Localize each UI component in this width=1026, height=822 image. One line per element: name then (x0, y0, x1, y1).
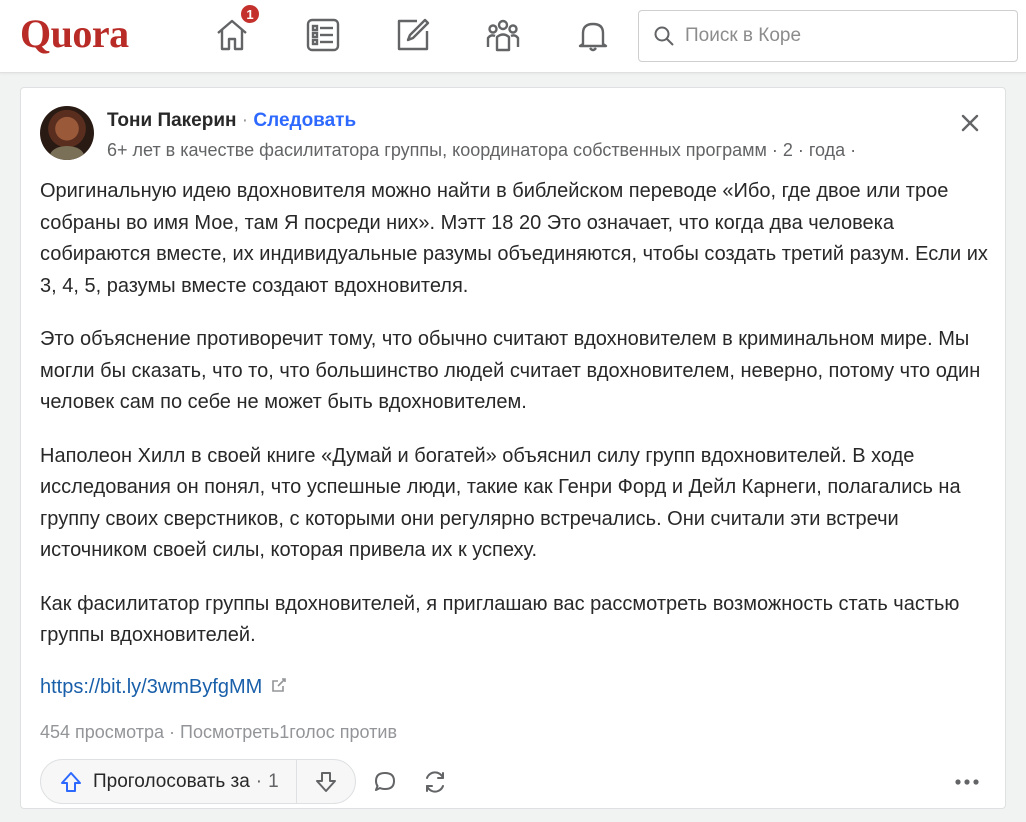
notification-badge: 1 (239, 3, 261, 25)
upvote-label: Проголосовать за (93, 770, 250, 792)
author-name[interactable]: Тони Пакерин (107, 110, 237, 131)
action-bar (40, 759, 990, 804)
quora-logo[interactable]: Quora (20, 11, 129, 56)
upvote-count-sep: · (255, 770, 263, 792)
link-row (40, 676, 288, 699)
share-icon (422, 769, 448, 795)
author-credential: 6+ лет в качестве фасилитатора группы, координатора собственных программ · 2 · года · (107, 140, 857, 160)
spaces-icon (485, 17, 521, 53)
paragraph-4: Как фасилитатор группы вдохновителей, я приглашаю вас рассмотреть возможность стать частью группы вдохновителей. (40, 592, 960, 646)
close-icon (960, 113, 980, 133)
more-icon (954, 778, 980, 786)
author-line (107, 110, 356, 132)
follow-button[interactable]: Следовать (253, 110, 357, 131)
nav-spaces[interactable] (484, 16, 522, 54)
paragraph-3: Наполеон Хилл в своей книге «Думай и богатей» объяснил силу групп вдохновителей. В ходе исследования он понял, что успешные люди, такие как Генри Форд и Дейл Карнеги, полагались на группу своих сверстников, с которыми они регулярно встречались. Они считали эти встречи источником своей силы, которая привела их к успеху. (40, 444, 961, 561)
nav-notifications[interactable] (574, 16, 612, 54)
answer-card (20, 87, 1006, 809)
external-link-icon (270, 676, 288, 694)
nav-write[interactable] (394, 16, 432, 54)
separator-dot: · (241, 110, 254, 131)
more-options-button[interactable] (952, 767, 982, 797)
search-input[interactable] (683, 24, 987, 48)
upvote-count: 1 (268, 770, 279, 792)
avatar[interactable] (40, 106, 94, 160)
vote-group (40, 759, 356, 804)
comment-button[interactable] (370, 767, 400, 797)
answer-list-icon (305, 17, 341, 53)
downvote-button[interactable] (297, 760, 355, 803)
answer-body (40, 176, 990, 674)
bell-icon (575, 17, 611, 53)
external-link[interactable]: https://bit.ly/3wmByfgMM (40, 676, 263, 698)
top-header (0, 0, 1026, 73)
upvote-arrow-icon (59, 770, 83, 794)
downvote-arrow-icon (314, 770, 338, 794)
answer-stats: 454 просмотра · Посмотреть1голос против (40, 722, 398, 742)
nav-answers[interactable] (304, 16, 342, 54)
close-button[interactable] (956, 109, 984, 137)
search-box[interactable] (638, 10, 1018, 62)
paragraph-2: Это объяснение противоречит тому, что обычно считают вдохновителем в криминальном мире. Мы могли бы сказать, что то, что большинство людей считает вдохновителем, неверно, потому что один человек сам по себе не может быть вдохновителем. (40, 328, 981, 413)
comment-icon (373, 770, 397, 794)
edit-icon (395, 17, 431, 53)
upvote-button[interactable] (41, 760, 297, 803)
paragraph-1: Оригинальную идею вдохновителя можно найти в библейском переводе «Ибо, где двое или трое собраны во имя Мое, там Я посреди них». Мэтт 18 20 Это означает, что когда два человека собираются вместе, их индивидуальные разумы объединяются, чтобы создать третий разум. Если их 3, 4, 5, разумы вместе создают вдохновителя. (40, 180, 988, 297)
share-button[interactable] (420, 767, 450, 797)
search-icon (653, 25, 675, 47)
